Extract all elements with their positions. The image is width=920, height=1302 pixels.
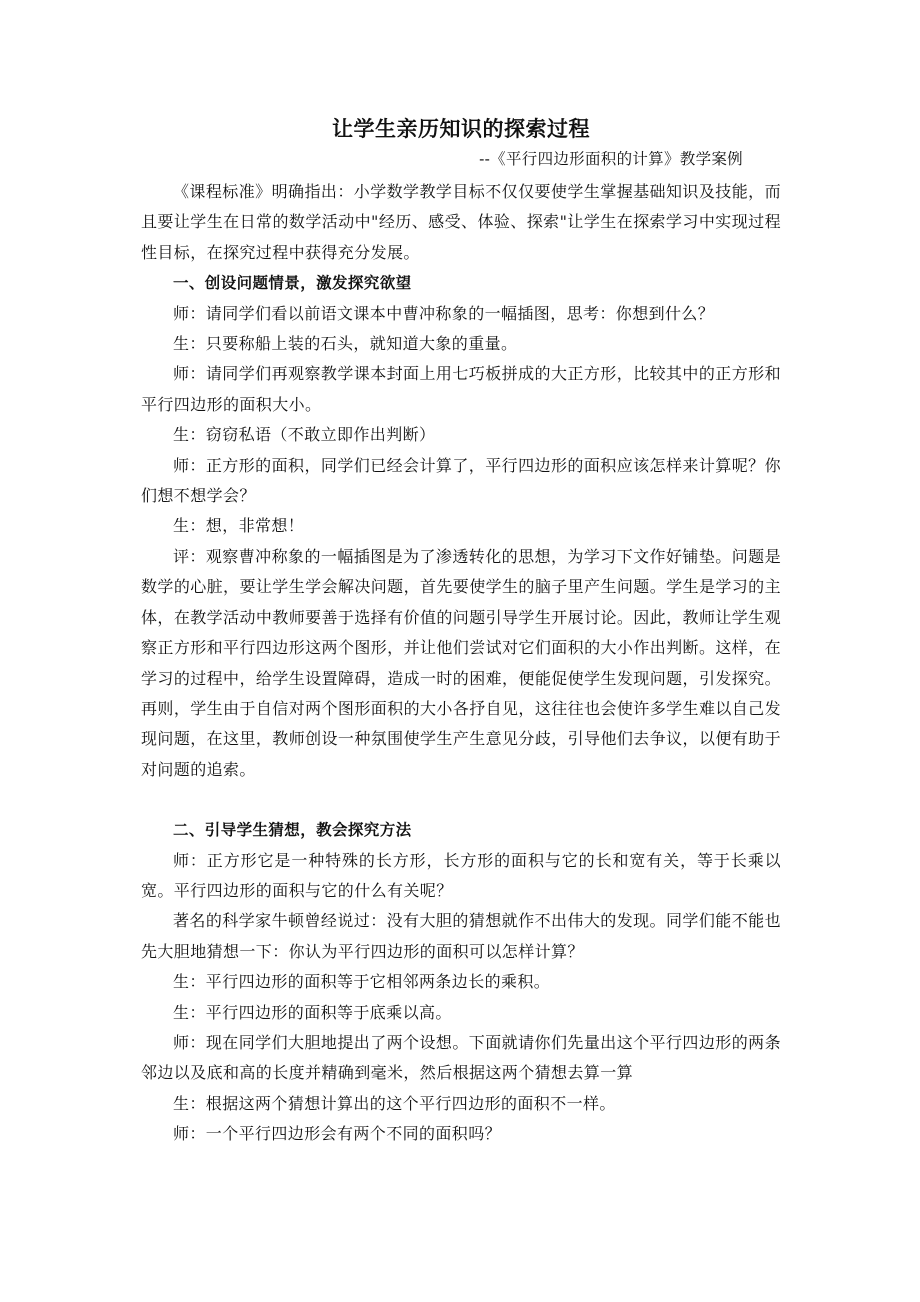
paragraph: 生：平行四边形的面积等于它相邻两条边长的乘积。 [173, 972, 551, 992]
document-body [141, 177, 781, 1150]
paragraph: 师：请同学们看以前语文课本中曹冲称象的一幅插图，思考：你想到什么？ [173, 303, 715, 323]
paragraph: 生：只要称船上装的石头，就知道大象的重量。 [173, 334, 518, 354]
section-spacer [141, 785, 781, 815]
document-title: 让学生亲历知识的探索过程 [332, 117, 590, 141]
paragraph: 师：正方形的面积，同学们已经会计算了，平行四边形的面积应该怎样来计算呢？你们想不想学会？ [141, 455, 781, 506]
paragraph: 著名的科学家牛顿曾经说过：没有大胆的猜想就作不出伟大的发现。同学们能不能也先大胆地猜想一下：你认为平行四边形的面积可以怎样计算？ [141, 911, 781, 961]
paragraph: 生：想，非常想！ [173, 516, 305, 536]
paragraph: 师：正方形它是一种特殊的长方形，长方形的面积与它的长和宽有关，等于长乘以宽。平行四边形的面积与它的什么有关呢？ [141, 850, 781, 900]
paragraph: 生：窃窃私语（不敢立即作出判断） [173, 425, 436, 445]
paragraph: 师：请同学们再观察教学课本封面上用七巧板拼成的大正方形，比较其中的正方形和平行四边形的面积大小。 [141, 364, 781, 414]
document-subtitle: --《平行四边形面积的计算》教学案例 [479, 150, 743, 168]
paragraph: 生：根据这两个猜想计算出的这个平行四边形的面积不一样。 [173, 1093, 616, 1113]
section-heading-2: 二、引导学生猜想，教会探究方法 [173, 821, 412, 840]
intro-paragraph: 《课程标准》明确指出：小学数学教学目标不仅仅要使学生掌握基础知识及技能，而且要让学生在日常的数学活动中"经历、感受、体验、探索"让学生在探索学习中实现过程性目标，在探究过程中获得充分发展。 [141, 182, 781, 262]
paragraph: 师：现在同学们大胆地提出了两个设想。下面就请你们先量出这个平行四边形的两条邻边以及底和高的长度并精确到毫米，然后根据这两个猜想去算一算 [141, 1032, 781, 1083]
paragraph: 师：一个平行四边形会有两个不同的面积吗？ [173, 1124, 502, 1144]
paragraph: 生：平行四边形的面积等于底乘以高。 [173, 1002, 452, 1022]
section-heading-1: 一、创设问题情景，激发探究欲望 [173, 274, 412, 293]
commentary-paragraph: 评：观察曹冲称象的一幅插图是为了渗透转化的思想，为学习下文作好铺垫。问题是数学的心脏，要让学生学会解决问题，首先要使学生的脑子里产生问题。学生是学习的主体，在教学活动中教师要善于选择有价值的问题引导学生开展讨论。因此，教师让学生观察正方形和平行四边形这两个图形，并让他们尝试对它们面积的大小作出判断。这样，在学习的过程中，给学生设置障碍，造成一时的困难，便能促使学生发现问题，引发探究。再则，学生由于自信对两个图形面积的大小各抒自见，这往往也会使许多学生难以自己发现问题，在这里，教师创设一种氛围使学生产生意见分歧，引导他们去争议，以便有助于对问题的追索。 [141, 546, 781, 779]
